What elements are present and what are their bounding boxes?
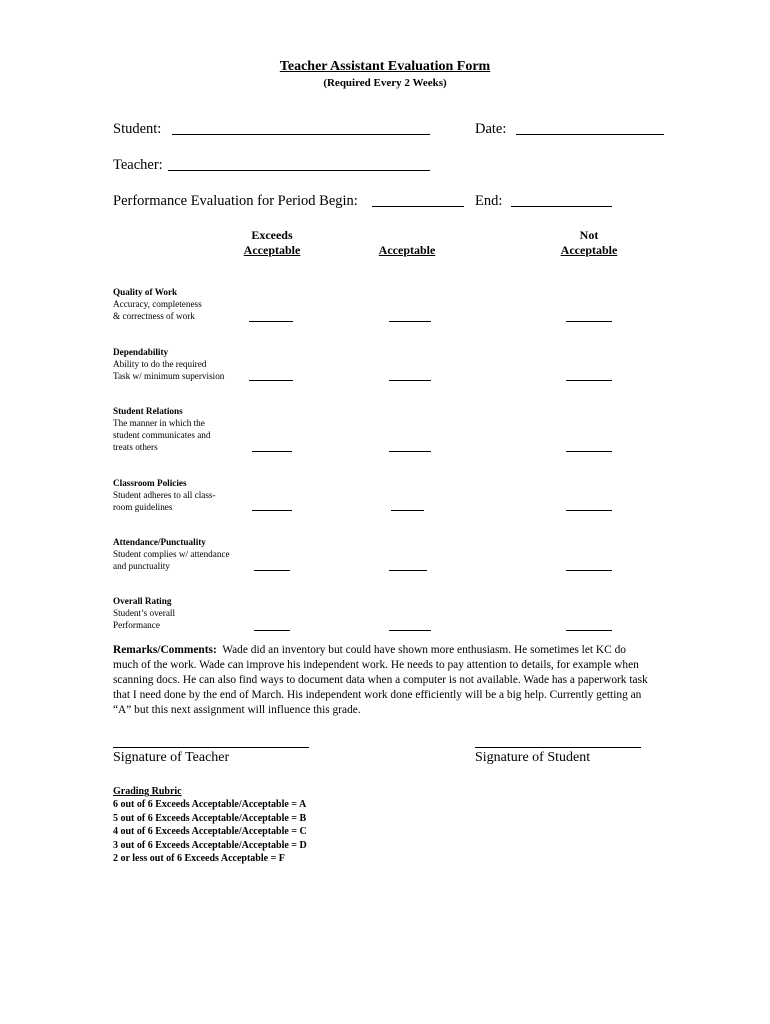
rating-blank-not-acceptable[interactable] — [566, 321, 612, 322]
rubric-line: 6 out of 6 Exceeds Acceptable/Acceptable = A — [113, 799, 307, 811]
remarks-comments — [113, 643, 653, 718]
rating-blank-acceptable[interactable] — [389, 451, 431, 452]
criterion-attendance-punctuality: Attendance/Punctuality Student complies w/ attendance and punctuality — [113, 537, 230, 571]
column-exceeds-line2: Acceptable — [243, 243, 301, 257]
rating-blank-exceeds[interactable] — [252, 451, 292, 452]
rating-blank-not-acceptable[interactable] — [566, 570, 612, 571]
column-exceeds-acceptable — [222, 228, 322, 258]
rubric-line: 5 out of 6 Exceeds Acceptable/Acceptable = B — [113, 812, 307, 824]
criterion-classroom-policies: Classroom Policies Student adheres to all class- room guidelines — [113, 478, 216, 512]
rating-blank-acceptable[interactable] — [389, 630, 431, 631]
rating-blank-exceeds[interactable] — [254, 570, 290, 571]
end-label: End: — [475, 193, 503, 209]
grading-rubric — [113, 785, 307, 865]
period-begin-field[interactable] — [372, 206, 464, 207]
remarks-text: Wade did an inventory but could have shown more enthusiasm. He sometimes let KC do much of the work. Wade can improve his independent work. He needs to pay attention to details, for example when scanning docs. He can also find ways to document data when a computer is not available. Wade has a paperwork task that I need done by the end of March. His independent work done efficiently will be a big help. Currently getting an “A” but this next assignment will influence this grade. — [113, 644, 648, 716]
form-subtitle: (Required Every 2 Weeks) — [323, 77, 447, 89]
date-label: Date: — [475, 121, 507, 137]
period-begin-label: Performance Evaluation for Period Begin: — [113, 193, 358, 209]
rating-blank-not-acceptable[interactable] — [566, 630, 612, 631]
column-exceeds-line1: Exceeds — [251, 228, 293, 242]
rating-blank-not-acceptable[interactable] — [566, 451, 612, 452]
column-not-line1: Not — [579, 228, 599, 242]
rubric-line: 3 out of 6 Exceeds Acceptable/Acceptable = D — [113, 839, 307, 851]
rating-blank-exceeds[interactable] — [249, 321, 293, 322]
student-label: Student: — [113, 121, 162, 137]
rating-blank-acceptable[interactable] — [391, 510, 424, 511]
column-not-acceptable — [539, 228, 639, 258]
column-acceptable: Acceptable — [378, 243, 436, 257]
teacher-field[interactable] — [168, 170, 430, 171]
form-title: Teacher Assistant Evaluation Form — [279, 59, 491, 74]
rating-blank-exceeds[interactable] — [254, 630, 290, 631]
rating-blank-acceptable[interactable] — [389, 321, 431, 322]
teacher-label: Teacher: — [113, 157, 163, 173]
rating-blank-exceeds[interactable] — [249, 380, 293, 381]
end-field[interactable] — [511, 206, 612, 207]
student-field[interactable] — [172, 134, 430, 135]
criterion-dependability: Dependability Ability to do the required Task w/ minimum supervision — [113, 347, 225, 381]
rubric-line: 2 or less out of 6 Exceeds Acceptable = F — [113, 853, 285, 865]
column-not-line2: Acceptable — [560, 243, 618, 257]
student-signature-line[interactable] — [475, 747, 641, 748]
rating-blank-exceeds[interactable] — [252, 510, 292, 511]
teacher-signature-line[interactable] — [113, 747, 309, 748]
rubric-line: 4 out of 6 Exceeds Acceptable/Acceptable = C — [113, 826, 307, 838]
teacher-signature-label: Signature of Teacher — [113, 750, 230, 765]
criterion-quality-of-work: Quality of Work Accuracy, completeness & correctness of work — [113, 287, 202, 321]
rating-blank-acceptable[interactable] — [389, 570, 427, 571]
student-signature-label: Signature of Student — [475, 750, 591, 765]
criterion-overall-rating: Overall Rating Student’s overall Performance — [113, 596, 176, 630]
date-field[interactable] — [516, 134, 664, 135]
rating-blank-acceptable[interactable] — [389, 380, 431, 381]
rubric-title: Grading Rubric — [113, 786, 182, 797]
rating-blank-not-acceptable[interactable] — [566, 380, 612, 381]
remarks-label: Remarks/Comments: — [113, 644, 217, 656]
criterion-student-relations: Student Relations The manner in which the student communicates and treats others — [113, 406, 211, 452]
rating-blank-not-acceptable[interactable] — [566, 510, 612, 511]
